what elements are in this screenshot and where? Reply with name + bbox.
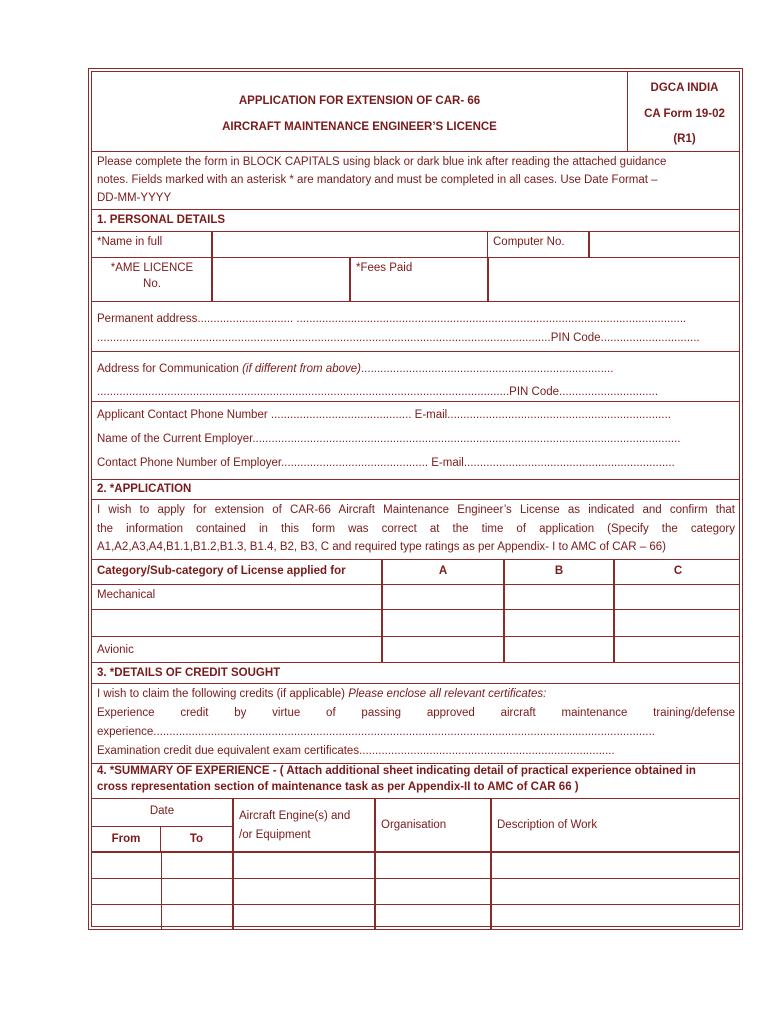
ame-label-cell (92, 258, 212, 301)
organisation-cell[interactable] (376, 905, 492, 930)
permanent-address-line-2: ..............................................................................................................................................PIN Code............................... (97, 332, 700, 344)
credit-line-2: Experience credit by virtue of passing approved aircraft maintenance training/defense (97, 707, 735, 719)
date-header: Date (149, 805, 175, 817)
communication-address[interactable] (92, 352, 739, 402)
instructions-line-2: notes. Fields marked with an asterisk * are mandatory and must be completed in all cases. Use Date Format – (97, 174, 658, 186)
title-line-2: AIRCRAFT MAINTENANCE ENGINEER’S LICENCE (222, 121, 497, 133)
credit-text[interactable] (92, 684, 739, 764)
to-cell[interactable] (162, 905, 234, 930)
employer-name-line: Name of the Current Employer...................................................................................................................................... (97, 433, 681, 445)
cell-b[interactable] (505, 610, 615, 636)
title-line-1: APPLICATION FOR EXTENSION OF CAR- 66 (238, 95, 481, 107)
application-line-2: the information contained in this form was correct at the time of application (Specify the category (97, 523, 735, 535)
col-c-header: C (673, 565, 683, 577)
experience-heading-1: 4. *SUMMARY OF EXPERIENCE - ( Attach additional sheet indicating detail of practical experience obtained in (97, 765, 696, 777)
cell-c[interactable] (615, 637, 741, 662)
section-title: 3. *DETAILS OF CREDIT SOUGHT (97, 667, 281, 679)
experience-row[interactable] (92, 879, 739, 905)
fees-field[interactable] (488, 258, 741, 301)
applicant-phone-line: Applicant Contact Phone Number ............................................ E-mail...................................................................... (97, 409, 671, 421)
cell-a[interactable] (383, 610, 505, 636)
instructions (92, 152, 739, 210)
to-cell[interactable] (162, 879, 234, 904)
revision: (R1) (673, 133, 696, 145)
engine-cell[interactable] (234, 879, 376, 904)
ame-row (92, 258, 739, 302)
description-cell[interactable] (492, 879, 741, 904)
comm-paren: (if different from above) (242, 363, 361, 375)
to-header: To (189, 833, 204, 845)
organisation-header-cell (376, 799, 492, 851)
license-row-mechanical[interactable] (92, 585, 739, 610)
name-label: *Name in full (97, 236, 163, 248)
description-header-cell (492, 799, 741, 851)
to-cell[interactable] (162, 853, 234, 878)
category-header: Category/Sub-category of License applied for (97, 565, 346, 577)
section-personal-heading (92, 210, 739, 232)
from-cell[interactable] (92, 853, 162, 878)
organisation-cell[interactable] (376, 853, 492, 878)
license-table-header (92, 560, 739, 585)
cell-a[interactable] (383, 637, 505, 662)
instructions-line-1: Please complete the form in BLOCK CAPITALS using black or dark blue ink after reading the attached guidance (97, 156, 667, 168)
org-label: DGCA INDIA (650, 82, 719, 94)
from-cell[interactable] (92, 905, 162, 930)
engine-header-cell (234, 799, 376, 851)
engine-cell[interactable] (234, 853, 376, 878)
cell-b[interactable] (505, 637, 615, 662)
application-text (92, 500, 739, 560)
cell-b[interactable] (505, 585, 615, 609)
ame-label-2: No. (143, 278, 161, 290)
from-cell[interactable] (92, 879, 162, 904)
description-header: Description of Work (497, 819, 598, 831)
engine-header-1: Aircraft Engine(s) and (239, 810, 351, 822)
fees-label: *Fees Paid (356, 262, 413, 274)
application-line-1: I wish to apply for extension of CAR-66 Aircraft Maintenance Engineer’s License as indicated and confirm that (97, 504, 735, 516)
comm-dots: ............................................................................... (360, 363, 614, 375)
fees-cell[interactable] (350, 258, 488, 301)
ame-label-1: *AME LICENCE (110, 262, 194, 274)
license-row-blank[interactable] (92, 610, 739, 637)
computer-field[interactable] (590, 232, 741, 257)
comm-label: Address for Communication (97, 363, 243, 375)
permanent-address-line-1: Permanent address.............................. .......................................................................................................................... (97, 313, 687, 325)
engine-header-2: /or Equipment (239, 829, 311, 841)
credit-line-1 (97, 687, 546, 702)
col-a-header: A (438, 565, 448, 577)
row-label: Avionic (97, 644, 134, 656)
description-cell[interactable] (492, 853, 741, 878)
date-header-cell (92, 799, 234, 851)
instructions-line-3: DD-MM-YYYY (97, 192, 172, 204)
cell-c[interactable] (615, 585, 741, 609)
permanent-address[interactable] (92, 302, 739, 352)
engine-cell[interactable] (234, 905, 376, 930)
communication-address-line-2: .................................................................................................................................PIN Code............................... (97, 386, 659, 398)
cell-a[interactable] (383, 585, 505, 609)
row-label: Mechanical (97, 589, 156, 601)
communication-address-line-1 (97, 362, 613, 377)
application-form (88, 68, 743, 930)
application-line-3: A1,A2,A3,A4,B1.1,B1.2,B1.3, B1.4, B2, B3, C and required type ratings as per Appendix- I to AMC of CAR – 66) (97, 541, 666, 553)
experience-table-header (92, 799, 739, 853)
section-title: 1. PERSONAL DETAILS (97, 214, 226, 226)
form-border (91, 71, 740, 927)
computer-label: Computer No. (493, 236, 565, 248)
experience-row[interactable] (92, 853, 739, 879)
name-field[interactable] (212, 232, 488, 257)
experience-row[interactable] (92, 905, 739, 930)
section-title: 2. *APPLICATION (97, 483, 192, 495)
cell-c[interactable] (615, 610, 741, 636)
organisation-header: Organisation (381, 819, 447, 831)
name-label-cell (92, 232, 212, 257)
from-header: From (111, 833, 141, 845)
credit-line-1-italic: Please enclose all relevant certificates: (348, 688, 547, 700)
section-experience-heading (92, 764, 739, 799)
license-row-avionic[interactable] (92, 637, 739, 663)
credit-line-1-text: I wish to claim the following credits (if applicable) (97, 688, 349, 700)
computer-label-cell (488, 232, 590, 257)
ame-field[interactable] (212, 258, 350, 301)
experience-heading-2: cross representation section of maintenance task as per Appendix-II to AMC of CAR 66 ) (97, 781, 579, 793)
contact-block[interactable] (92, 402, 739, 480)
col-b-header: B (554, 565, 564, 577)
organisation-cell[interactable] (376, 879, 492, 904)
form-header (92, 72, 739, 152)
name-row (92, 232, 739, 258)
form-number: CA Form 19-02 (644, 108, 725, 120)
credit-line-4: Examination credit due equivalent exam certificates................................................................................ (97, 745, 615, 757)
description-cell[interactable] (492, 905, 741, 930)
credit-line-3: experience............................................................................................................................................................. (97, 726, 655, 738)
section-application-heading (92, 480, 739, 500)
section-credit-heading (92, 663, 739, 684)
employer-phone-line: Contact Phone Number of Employer.............................................. E-mail.................................................................. (97, 457, 675, 469)
